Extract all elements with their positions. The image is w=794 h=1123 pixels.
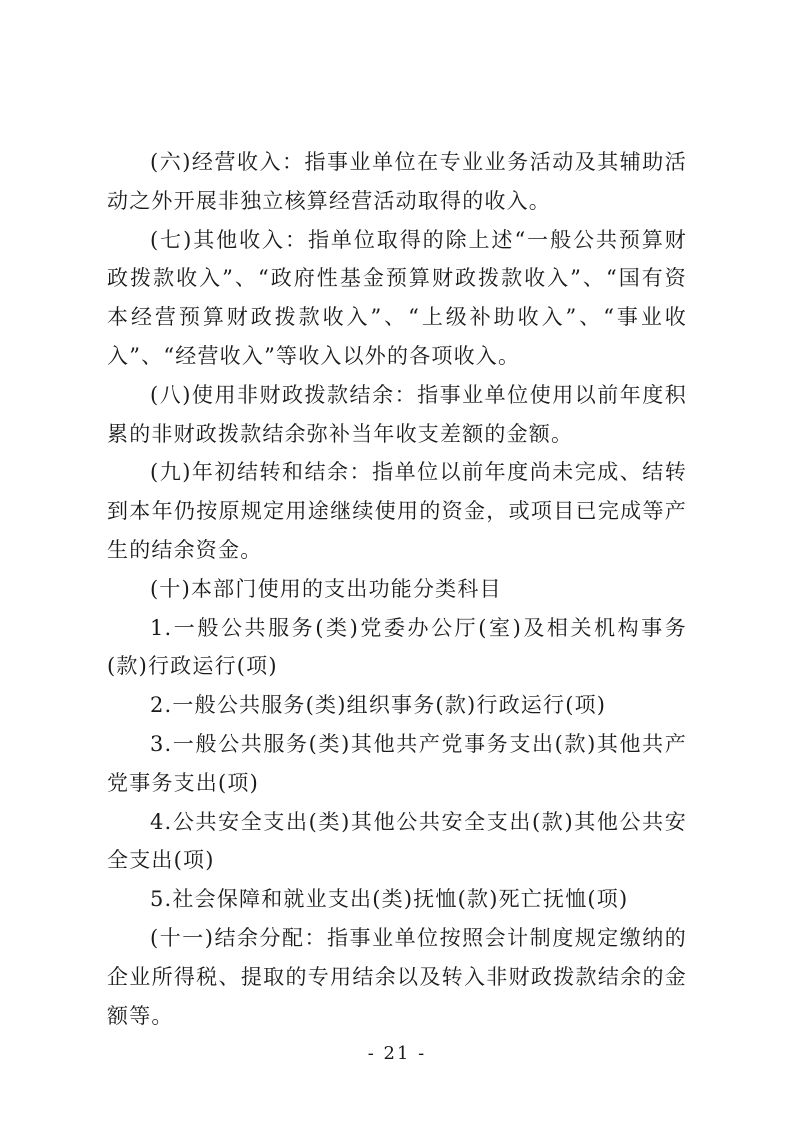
paragraph-carryover-balance: (九)年初结转和结余：指单位以前年度尚未完成、结转到本年仍按原规定用途继续使用的资金，或项目已完成等产生的结余资金。 [107,460,687,562]
paragraph-other-income: (七)其他收入：指单位取得的除上述“一般公共预算财政拨款收入”、“政府性基金预算财政拨款收入”、“国有资本经营预算财政拨款收入”、“上级补助收入”、“事业收入”、“经营收入”等收入以外的各项收入。 [107,227,687,368]
document-body [107,143,687,1035]
list-item-category-1: 1.一般公共服务(类)党委办公厅(室)及相关机构事务(款)行政运行(项) [107,615,687,679]
list-item-category-5: 5.社会保障和就业支出(类)抚恤(款)死亡抚恤(项) [150,887,629,912]
paragraph-balance-distribution: (十一)结余分配：指事业单位按照会计制度规定缴纳的企业所得税、提取的专用结余以及转入非财政拨款结余的金额等。 [107,925,687,1028]
list-item-category-4: 4.公共安全支出(类)其他公共安全支出(款)其他公共安全支出(项) [107,809,687,873]
paragraph-non-fiscal-balance-use: (八)使用非财政拨款结余：指事业单位使用以前年度积累的非财政拨款结余弥补当年收支差额的金额。 [107,382,687,446]
page-number: - 21 - [367,1043,427,1064]
list-item-category-3: 3.一般公共服务(类)其他共产党事务支出(款)其他共产党事务支出(项) [107,731,687,795]
list-item-category-2: 2.一般公共服务(类)组织事务(款)行政运行(项) [150,693,607,718]
paragraph-expenditure-categories-heading: (十)本部门使用的支出功能分类科目 [150,576,502,601]
paragraph-operating-income: (六)经营收入：指事业单位在专业业务活动及其辅助活动之外开展非独立核算经营活动取得的收入。 [107,150,687,213]
